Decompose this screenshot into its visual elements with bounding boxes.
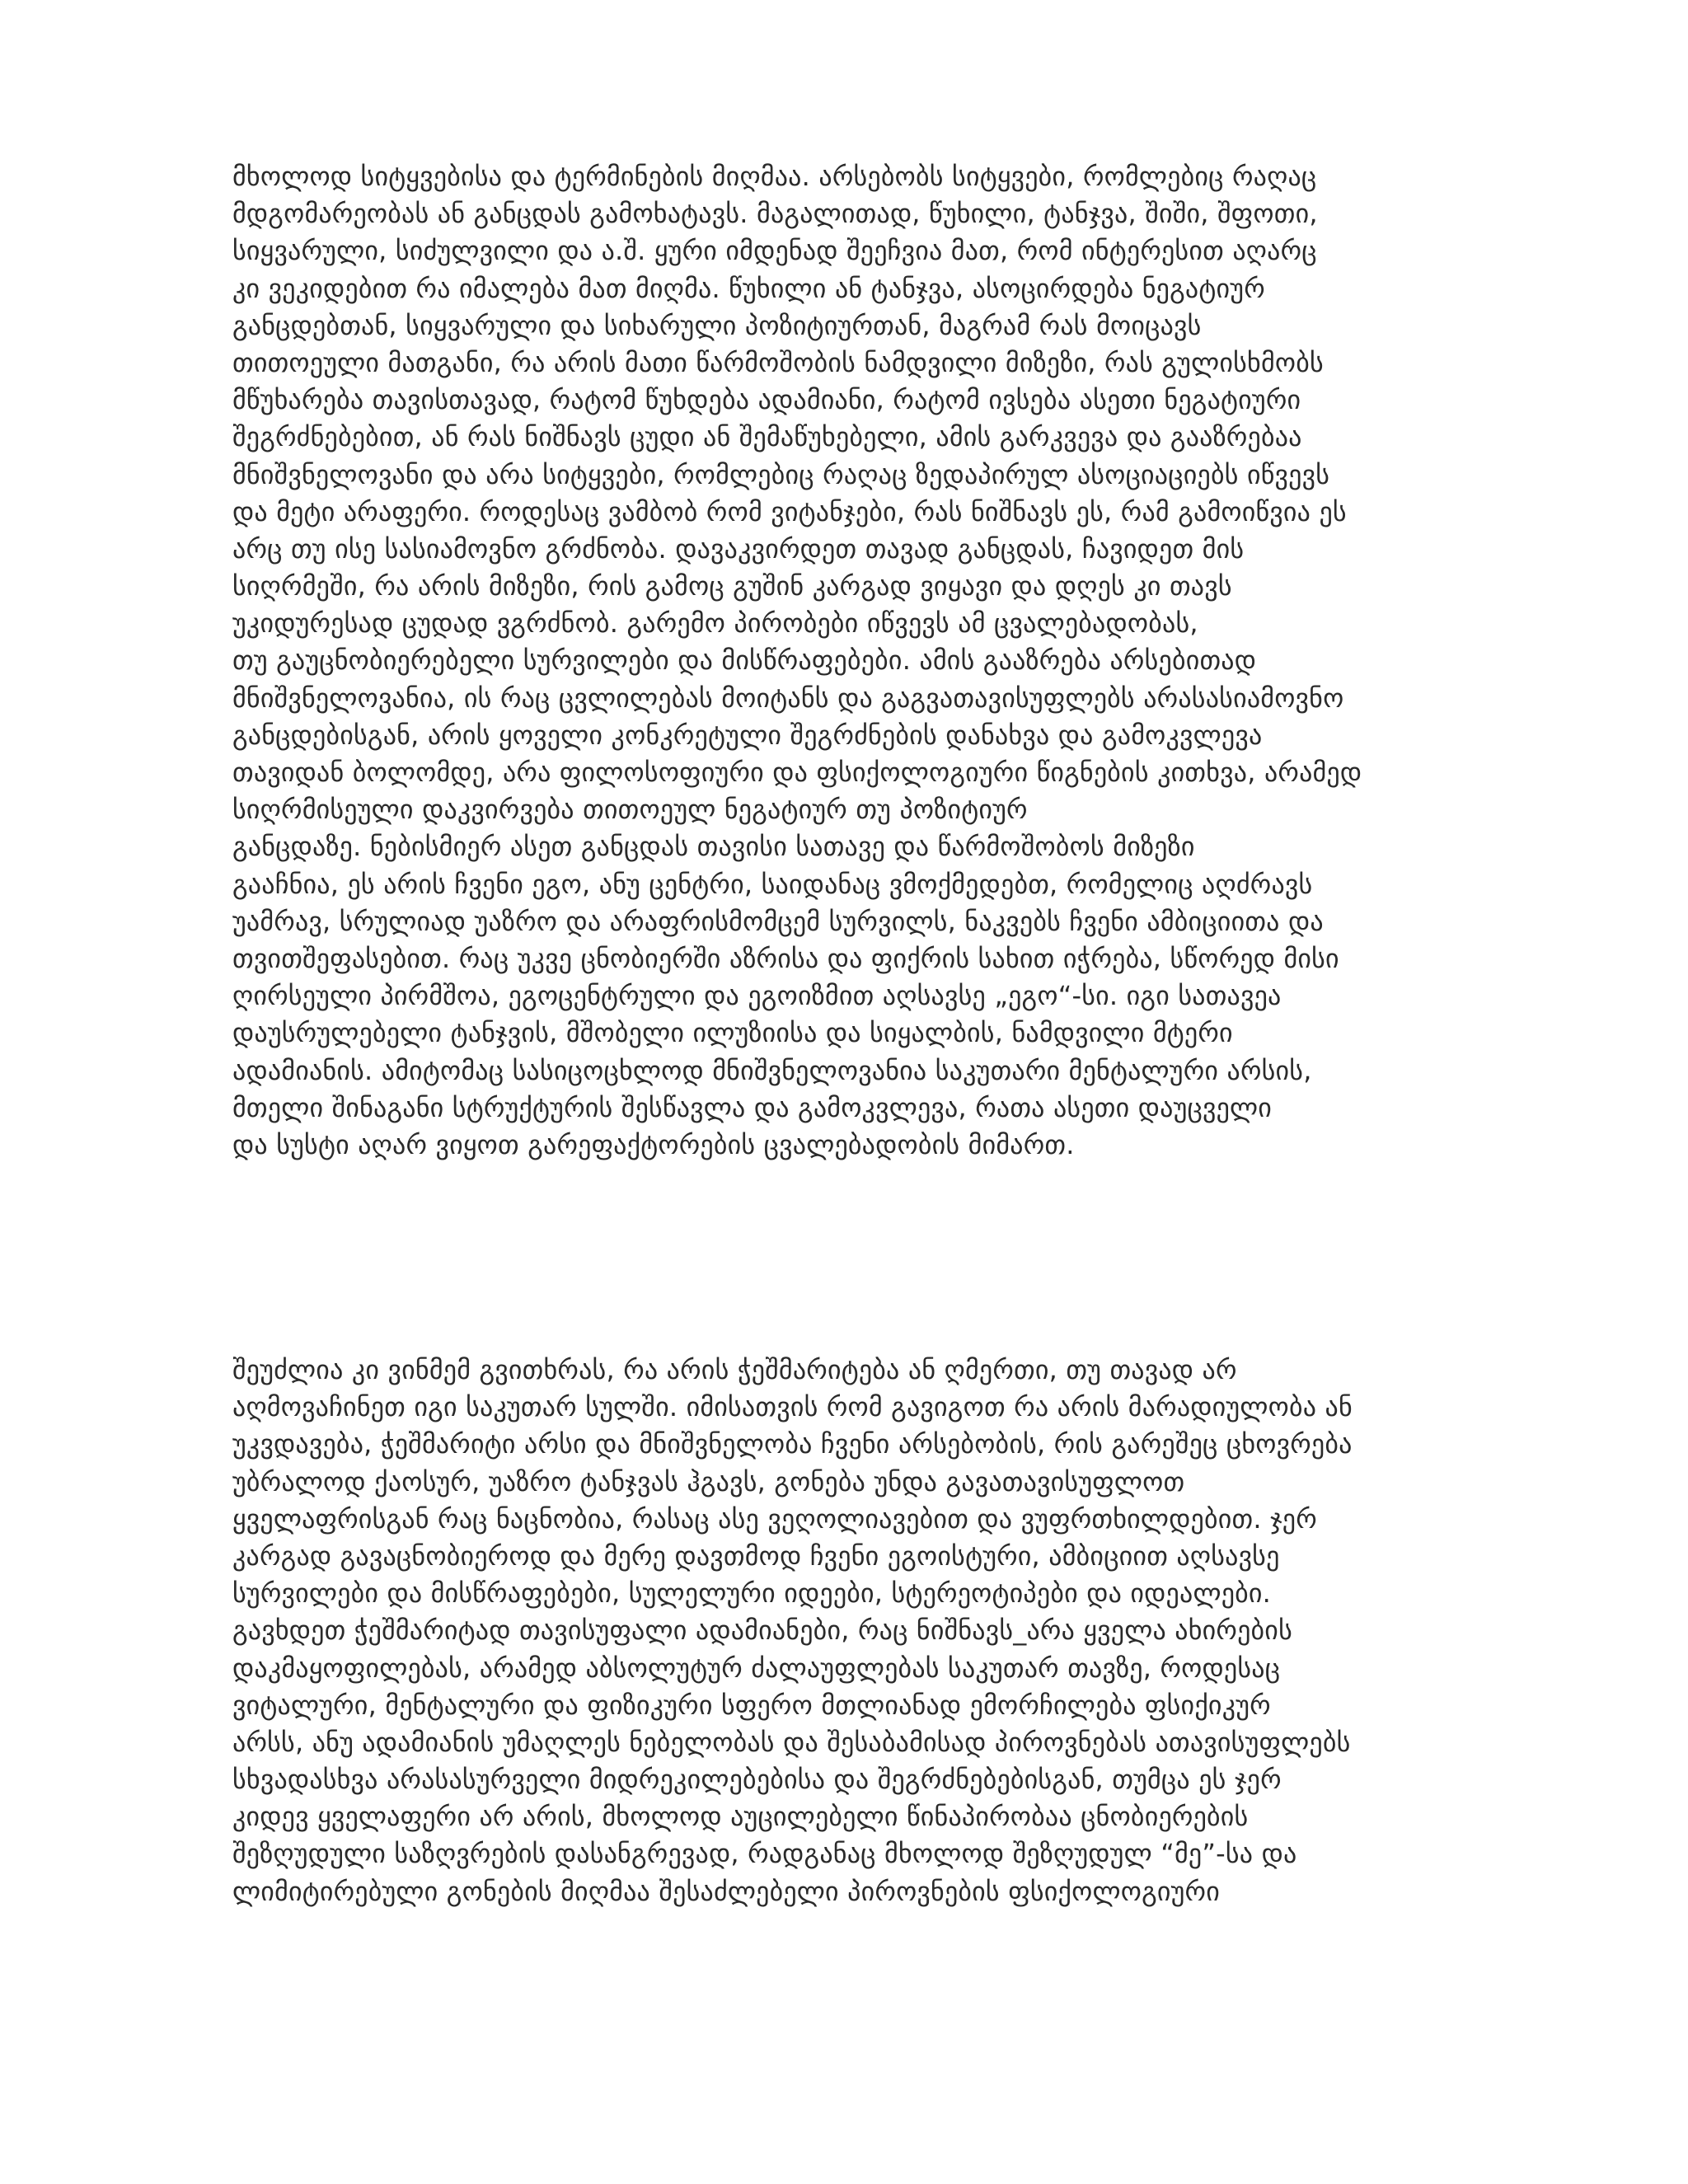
text-line: სიყვარული, სიძულვილი და ა.შ. ყური იმდენად შეეჩვია მათ, რომ ინტერესით აღარც [232, 235, 1317, 267]
text-line: არსს, ანუ ადამიანის უმაღლეს ნებელობას და შესაბამისად პიროვნებას ათავისუფლებს [232, 1726, 1351, 1758]
text-line: განცდებთან, სიყვარული და სიხარული პოზიტიურთან, მაგრამ რას მოიცავს [232, 309, 1202, 341]
text-line: გააჩნია, ეს არის ჩვენი ეგო, ანუ ცენტრი, საიდანაც ვმოქმედებთ, რომელიც აღძრავს [232, 868, 1313, 900]
text-line: თვითშეფასებით. რაც უკვე ცნობიერში აზრისა და ფიქრის სახით იჭრება, სწორედ მისი [232, 942, 1339, 974]
text-line: და მეტი არაფერი. როდესაც ვამბობ რომ ვიტანჯები, რას ნიშნავს ეს, რამ გამოიწვია ეს [232, 495, 1347, 527]
text-line: ვიტალური, მენტალური და ფიზიკური სფერო მთლიანად ემორჩილება ფსიქიკურ [232, 1689, 1271, 1721]
text-line: დაუსრულებელი ტანჯვის, მშობელი ილუზიისა და სიყალბის, ნამდვილი მტერი [232, 1017, 1233, 1049]
text-line: შეზღუდული საზღვრების დასანგრევად, რადგანაც მხოლოდ შეზღუდულ “მე”-სა და [232, 1838, 1297, 1870]
text-line: შეუძლია კი ვინმემ გვითხრას, რა არის ჭეშმარიტება ან ღმერთი, თუ თავად არ [232, 1354, 1237, 1385]
text-line: ადამიანის. ამიტომაც სასიცოცხლოდ მნიშვნელოვანია საკუთარი მენტალური არსის, [232, 1054, 1312, 1086]
text-line: განცდაზე. ნებისმიერ ასეთ განცდას თავისი სათავე და წარმოშობოს მიზეზი [232, 831, 1195, 863]
text-line: ღირსეული პირმშოა, ეგოცენტრული და ეგოიზმით აღსავსე „ეგო“-სი. იგი სათავეა [232, 980, 1282, 1012]
text-line: სიღრმეში, რა არის მიზეზი, რის გამოც გუშინ კარგად ვიყავი და დღეს კი თავს [232, 570, 1232, 602]
text-line: მთელი შინაგანი სტრუქტურის შესწავლა და გამოკვლევა, რათა ასეთი დაუცველი [232, 1091, 1273, 1123]
text-line: კი ვეკიდებით რა იმალება მათ მიღმა. წუხილი ან ტანჯვა, ასოცირდება ნეგატიურ [232, 272, 1265, 304]
text-line: განცდებისგან, არის ყოველი კონკრეტული შეგრძნების დანახვა და გამოკვლევა [232, 719, 1263, 751]
text-line: მწუხარება თავისთავად, რატომ წუხდება ადამიანი, რატომ ივსება ასეთი ნეგატიური [232, 384, 1301, 416]
text-line: სურვილები და მისწრაფებები, სულელური იდეები, სტერეოტიპები და იდეალები. [232, 1577, 1272, 1610]
text-line: მდგომარეობას ან განცდას გამოხატავს. მაგალითად, წუხილი, ტანჯვა, შიში, შფოთი, [232, 198, 1318, 230]
text-line: არც თუ ისე სასიამოვნო გრძნობა. დავაკვირდეთ თავად განცდას, ჩავიდეთ მის [232, 532, 1245, 565]
text-line: უბრალოდ ქაოსურ, უაზრო ტანჯვას ჰგავს, გონება უნდა გავათავისუფლოთ [232, 1465, 1185, 1497]
text-line: გავხდეთ ჭეშმარიტად თავისუფალი ადამიანები, რაც ნიშნავს_არა ყველა ახირების [232, 1615, 1292, 1647]
text-line: მნიშვნელოვანია, ის რაც ცვლილებას მოიტანს და გაგვათავისუფლებს არასასიამოვნო [232, 682, 1344, 714]
text-line: კარგად გავაცნობიეროდ და მერე დავთმოდ ჩვენი ეგოისტური, ამბიციით აღსავსე [232, 1540, 1280, 1572]
text-line: თუ გაუცნობიერებელი სურვილები და მისწრაფებები. ამის გააზრება არსებითად [232, 644, 1257, 677]
paragraph-1 [232, 158, 1469, 1164]
text-line: ყველაფრისგან რაც ნაცნობია, რასაც ასე ვეღოლიავებით და ვუფრთხილდებით. ჯერ [232, 1502, 1317, 1535]
text-line: უკვდავება, ჭეშმარიტი არსი და მნიშვნელობა ჩვენი არსებობის, რის გარეშეც ცხოვრება [232, 1428, 1353, 1460]
text-line: და სუსტი აღარ ვიყოთ გარეფაქტორების ცვალებადობის მიმართ. [232, 1128, 1075, 1160]
text-line: უამრავ, სრულიად უაზრო და არაფრისმომცემ სურვილს, ნაკვებს ჩვენი ამბიციითა და [232, 905, 1324, 937]
text-line: მხოლოდ სიტყვებისა და ტერმინების მიღმაა. არსებობს სიტყვები, რომლებიც რაღაც [232, 161, 1317, 192]
paragraph-2 [232, 1352, 1469, 1910]
text-line: შეგრძნებებით, ან რას ნიშნავს ცუდი ან შემაწუხებელი, ამის გარკვევა და გააზრებაა [232, 421, 1302, 453]
text-line: მნიშვნელოვანი და არა სიტყვები, რომლებიც რაღაც ზედაპირულ ასოციაციებს იწვევს [232, 458, 1330, 490]
text-line: აღმოვაჩინეთ იგი საკუთარ სულში. იმისათვის რომ გავიგოთ რა არის მარადიულობა ან [232, 1391, 1353, 1423]
text-line: დაკმაყოფილებას, არამედ აბსოლუტურ ძალაუფლებას საკუთარ თავზე, როდესაც [232, 1652, 1281, 1684]
text-line: კიდევ ყველაფერი არ არის, მხოლოდ აუცილებელი წინაპირობაა ცნობიერების [232, 1801, 1249, 1833]
text-line: სიღრმისეული დაკვირვება თითოეულ ნეგატიურ თუ პოზიტიურ [232, 794, 1028, 826]
text-line: ლიმიტირებული გონების მიღმაა შესაძლებელი პიროვნების ფსიქოლოგიური [232, 1875, 1220, 1907]
text-line: თავიდან ბოლომდე, არა ფილოსოფიური და ფსიქოლოგიური წიგნების კითხვა, არამედ [232, 757, 1362, 788]
text-line: თითოეული მათგანი, რა არის მათი წარმოშობის ნამდვილი მიზეზი, რას გულისხმობს [232, 346, 1324, 378]
text-line: სხვადასხვა არასასურველი მიდრეკილებებისა და შეგრძნებებისგან, თუმცა ეს ჯერ [232, 1764, 1282, 1796]
text-line: უკიდურესად ცუდად ვგრძნობ. გარემო პირობები იწვევს ამ ცვალებადობას, [232, 607, 1198, 640]
